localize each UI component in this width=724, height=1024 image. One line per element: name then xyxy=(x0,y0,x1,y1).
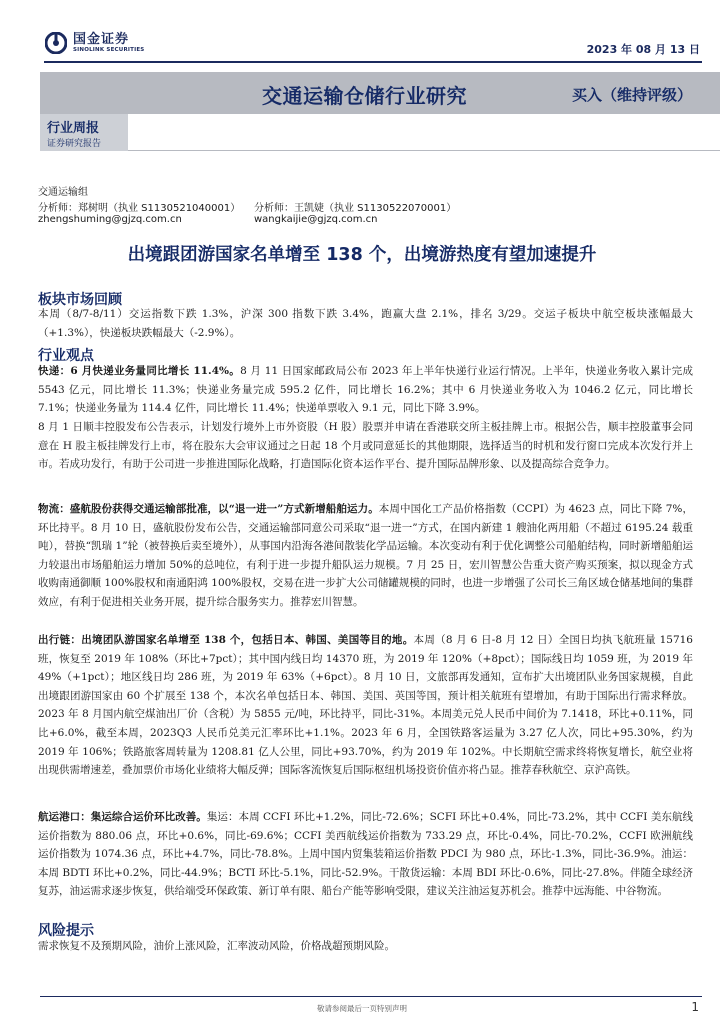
shipping-lead: 航运港口：集运综合运价环比改善。 xyxy=(38,811,207,823)
analyst-2-email[interactable]: wangkaijie@gjzq.com.cn xyxy=(254,214,378,225)
footer-disclaimer[interactable]: 敬请参阅最后一页特别声明 xyxy=(317,1004,407,1013)
category-divider xyxy=(128,150,720,151)
shipping-paragraph xyxy=(38,808,693,901)
title-banner xyxy=(40,72,720,114)
shipping-text: 集运：本周 CCFI 环比+1.2%，同比-72.6%；SCFI 环比+0.4%，同比-73.2%，其中 CCFI 美东航线运价指数为 880.06 点，环比+0.6%，同比-69.6%；CCFI 美西航线运价指数为 733.29 点，环比-0.4%，同比-70.2%，CCFI 欧洲航线运价指数为 1074.36 点，环比+4.7%，同比-78.8%。上周中国内贸集装箱运价指数 PDCI 为 980 点，环比-1.3%，同比-36.9%。油运：本周 BDTI 环比+0.2%，同比-44.9%；BCTI 环比-5.1%，同比-52.9%。干散货运输：本周 BDI 环比-0.6%，同比-27.8%。伴随全球经济复苏，油运需求逐步恢复，供给端受环保政策、新订单有限、船台产能等影响受限，建议关注油运复苏机会。推荐中远海能、中谷物流。 xyxy=(38,811,694,898)
travel-lead: 出行链：出境团队游国家名单增至 138 个，包括日本、韩国、美国等目的地。 xyxy=(38,634,414,646)
risk-text: 需求恢复不及预期风险，油价上涨风险，汇率波动风险，价格战超预期风险。 xyxy=(38,940,395,952)
page-number: 1 xyxy=(691,1000,699,1014)
report-headline: 出境跟团游国家名单增至 138 个，出境游热度有望加速提升 xyxy=(127,245,597,265)
report-title: 交通运输仓储行业研究 xyxy=(262,84,467,108)
section-heading-market: 板块市场回顾 xyxy=(38,292,122,308)
header-divider xyxy=(44,61,702,63)
company-logo xyxy=(45,32,144,54)
market-review-text: 本周（8/7-8/11）交运指数下跌 1.3%，沪深 300 指数下跌 3.4%，跑赢大盘 2.1%，排名 3/29。交运子板块中航空板块涨幅最大（+1.3%），快递板块跌幅最大（-2.9%）。 xyxy=(38,308,693,339)
express-paragraph xyxy=(38,362,693,418)
logistics-lead: 物流：盛航股份获得交通运输部批准，以“退一进一”方式新增船舶运力。 xyxy=(38,503,379,515)
analyst-1-email[interactable]: zhengshuming@gjzq.com.cn xyxy=(38,214,182,225)
report-date: 2023 年 08 月 13 日 xyxy=(586,43,700,56)
express-text: 8 月 11 日国家邮政局公布 2023 年上半年快递行业运行情况。上半年，快递业务收入累计完成 5543 亿元，同比增长 11.3%；快递业务量完成 595.2 亿件，同比增长 16.2%；其中 6 月快递业务收入为 1046.2 亿元，同比增长 7.1%；快递业务量为 114.4 亿件，同比增长 11.4%；快递单票收入 9.1 元，同比下降 3.9%。 xyxy=(38,365,694,415)
section-heading-views: 行业观点 xyxy=(38,348,94,364)
travel-paragraph xyxy=(38,631,693,780)
sector-label: 交通运输组 xyxy=(38,187,88,198)
report-category: 行业周报 xyxy=(47,121,100,136)
logo-text-cn: 国金证券 xyxy=(73,31,130,47)
travel-text: 本周（8 月 6 日-8 月 12 日）全国日均执飞航班量 15716 班，恢复至 2019 年 108%（环比+7pct）；其中国内线日均 14370 班，为 2019 年 120%（+8pct）；国际线日均 1059 班，为 2019 年 49%（+1pct）；地区线日均 286 班，为 2019 年 63%（+6pct）。8 月 10 日，文旅部再发通知，宣布扩大出境团队业务国家规模，自此出境跟团游国家由 60 个扩展至 138 个，本次名单包括日本、韩国、美国、英国等国，预计相关航班有望增加，有助于国际出行需求释放。2023 年 8 月国内航空煤油出厂价（含税）为 5855 元/吨，环比持平，同比-31%。本周美元兑人民币中间价为 7.1418，环比+0.11%，同比+6.0%，截至本周，2023Q3 人民币兑美元汇率环比+1.1%。2023 年 6 月，全国铁路客运量为 3.27 亿人次，同比+95.30%，约为 2019 年 106%；铁路旅客周转量为 1208.81 亿人公里，同比+93.70%，约为 2019 年 102%。中长期航空需求终将恢复增长，航空业将出现供需增速差，叠加票价市场化业绩将大幅反弹；国际客流恢复后国际枢纽机场投资价值亦将凸显。推荐春秋航空、京沪高铁。 xyxy=(38,634,693,777)
express-lead: 快递：6 月快递业务量同比增长 11.4%。 xyxy=(38,365,241,377)
logistics-text: 本周中国化工产品价格指数（CCPI）为 4623 点，同比下降 7%，环比持平。8 月 10 日，盛航股份发布公告，交通运输部同意公司采取“退一进一”方式，在国内新建 1 艘油化两用船（不超过 6195.24 载重吨），替换“凯瑞 1”轮（被替换后卖至境外），从事国内沿海各港间散装化学品运输。本次变动有利于优化调整公司船舶结构，同时新增船舶运力较退出市场船舶运力增加 50%的总吨位，有利于进一步提升船队运力规模。7 月 25 日，宏川智慧公告重大资产购买预案，拟以现金方式收购南通御顺 100%股权和南通阳鸿 100%股权，交易在进一步扩大公司储罐规模的同时，也进一步增强了公司长三角区域仓储基地间的集群效应，有利于促进相关业务开展，提升综合服务实力。推荐宏川智慧。 xyxy=(38,503,694,608)
rating-label: 买入（维持评级） xyxy=(572,86,693,104)
sinolink-logo-icon xyxy=(45,32,67,54)
logistics-paragraph xyxy=(38,500,693,612)
logo-text-en: SINOLINK SECURITIES xyxy=(73,46,145,53)
report-subcategory: 证券研究报告 xyxy=(47,139,102,149)
footer-divider xyxy=(40,996,702,997)
analyst-2: 分析师：王凯婕（执业 S1130522070001） xyxy=(254,203,457,214)
section-heading-risk: 风险提示 xyxy=(38,923,94,939)
express-paragraph-2: 8 月 1 日顺丰控股发布公告表示，计划发行境外上市外资股（H 股）股票并申请在香港联交所主板挂牌上市。根据公告，顺丰控股董事会同意在 H 股主板挂牌发行上市，将在股东大会审议通过之日起 18 个月或同意延长的其他期限，选择适当的时机和发行窗口完成本次发行并上市。若成功发行，有助于公司进一步推进国际化战略，打造国际化资本运作平台、提升国际品牌形象、以及提高综合竞争力。 xyxy=(38,421,693,471)
category-box xyxy=(40,114,128,151)
analyst-1: 分析师：郑树明（执业 S1130521040001） xyxy=(38,203,241,214)
